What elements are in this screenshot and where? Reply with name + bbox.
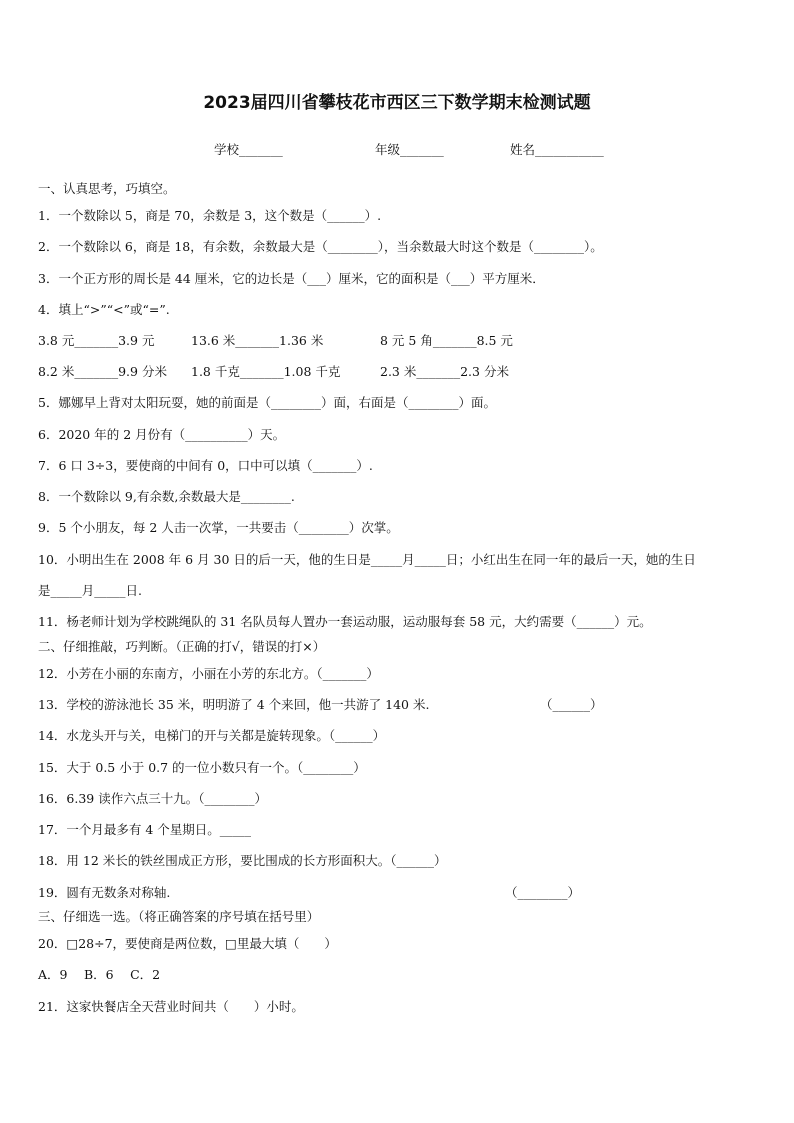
question-17: 17．一个月最多有 4 个星期日。_____ — [38, 822, 252, 837]
section-heading-1: 一、认真思考，巧填空。 — [38, 181, 176, 196]
school-field: 学校_______ — [214, 142, 283, 157]
compare-item: 3.8 元_______3.9 元 — [38, 333, 155, 348]
question-7: 7．6 口 3÷3，要使商的中间有 0，口中可以填（_______）. — [38, 458, 373, 473]
question-9: 9．5 个小朋友，每 2 人击一次掌，一共要击（________）次掌。 — [38, 520, 399, 535]
answer-blank: （______） — [540, 697, 603, 712]
compare-item: 8.2 米_______9.9 分米 — [38, 364, 167, 379]
name-field: 姓名___________ — [510, 142, 604, 157]
question-1: 1．一个数除以 5，商是 70，余数是 3，这个数是（______）. — [38, 208, 382, 223]
compare-item: 8 元 5 角_______8.5 元 — [380, 333, 513, 348]
question-8: 8．一个数除以 9,有余数,余数最大是________. — [38, 489, 295, 504]
compare-item: 1.8 千克_______1.08 千克 — [191, 364, 341, 379]
question-14: 14．水龙头开与关，电梯门的开与关都是旋转现象。（______） — [38, 728, 386, 743]
question-20: 20．□28÷7，要使商是两位数，□里最大填（ ） — [38, 936, 337, 951]
question-4: 4．填上“>”“<”或“=”. — [38, 302, 170, 317]
question-10-continued: 是_____月_____日. — [38, 583, 142, 598]
question-20-options: A．9 B．6 C．2 — [38, 967, 161, 982]
question-15: 15．大于 0.5 小于 0.7 的一位小数只有一个。（________） — [38, 760, 366, 775]
section-heading-2: 二、仔细推敲，巧判断。（正确的打√，错误的打×） — [38, 639, 326, 654]
question-3: 3．一个正方形的周长是 44 厘米，它的边长是（___）厘米，它的面积是（___）平方厘米． — [38, 271, 545, 286]
question-2: 2．一个数除以 6，商是 18，有余数，余数最大是（________），当余数最大时这个数是（________）。 — [38, 239, 603, 254]
question-18: 18．用 12 米长的铁丝围成正方形，要比围成的长方形面积大。（______） — [38, 853, 447, 868]
question-21: 21．这家快餐店全天营业时间共（ ）小时。 — [38, 999, 304, 1014]
question-13: 13．学校的游泳池长 35 米，明明游了 4 个来回，他一共游了 140 米. — [38, 697, 430, 712]
question-11: 11．杨老师计划为学校跳绳队的 31 名队员每人置办一套运动服，运动服每套 58 元，大约需要（______）元。 — [38, 614, 652, 629]
question-6: 6．2020 年的 2 月份有（__________）天。 — [38, 427, 286, 442]
question-10: 10．小明出生在 2008 年 6 月 30 日的后一天，他的生日是_____月_____日；小红出生在同一年的最后一天，她的生日 — [38, 552, 696, 567]
answer-blank: （________） — [505, 885, 581, 900]
compare-item: 13.6 米_______1.36 米 — [191, 333, 324, 348]
compare-item: 2.3 米_______2.3 分米 — [380, 364, 509, 379]
question-16: 16．6.39 读作六点三十九。（________） — [38, 791, 267, 806]
question-12: 12．小芳在小丽的东南方，小丽在小芳的东北方。（_______） — [38, 666, 379, 681]
grade-field: 年级_______ — [375, 142, 444, 157]
question-5: 5．娜娜早上背对太阳玩耍，她的前面是（________）面，右面是（________）面。 — [38, 395, 496, 410]
section-heading-3: 三、仔细选一选。（将正确答案的序号填在括号里） — [38, 909, 320, 924]
question-19: 19．圆有无数条对称轴. — [38, 885, 171, 900]
page-title: 2023届四川省攀枝花市西区三下数学期末检测试题 — [203, 93, 591, 113]
